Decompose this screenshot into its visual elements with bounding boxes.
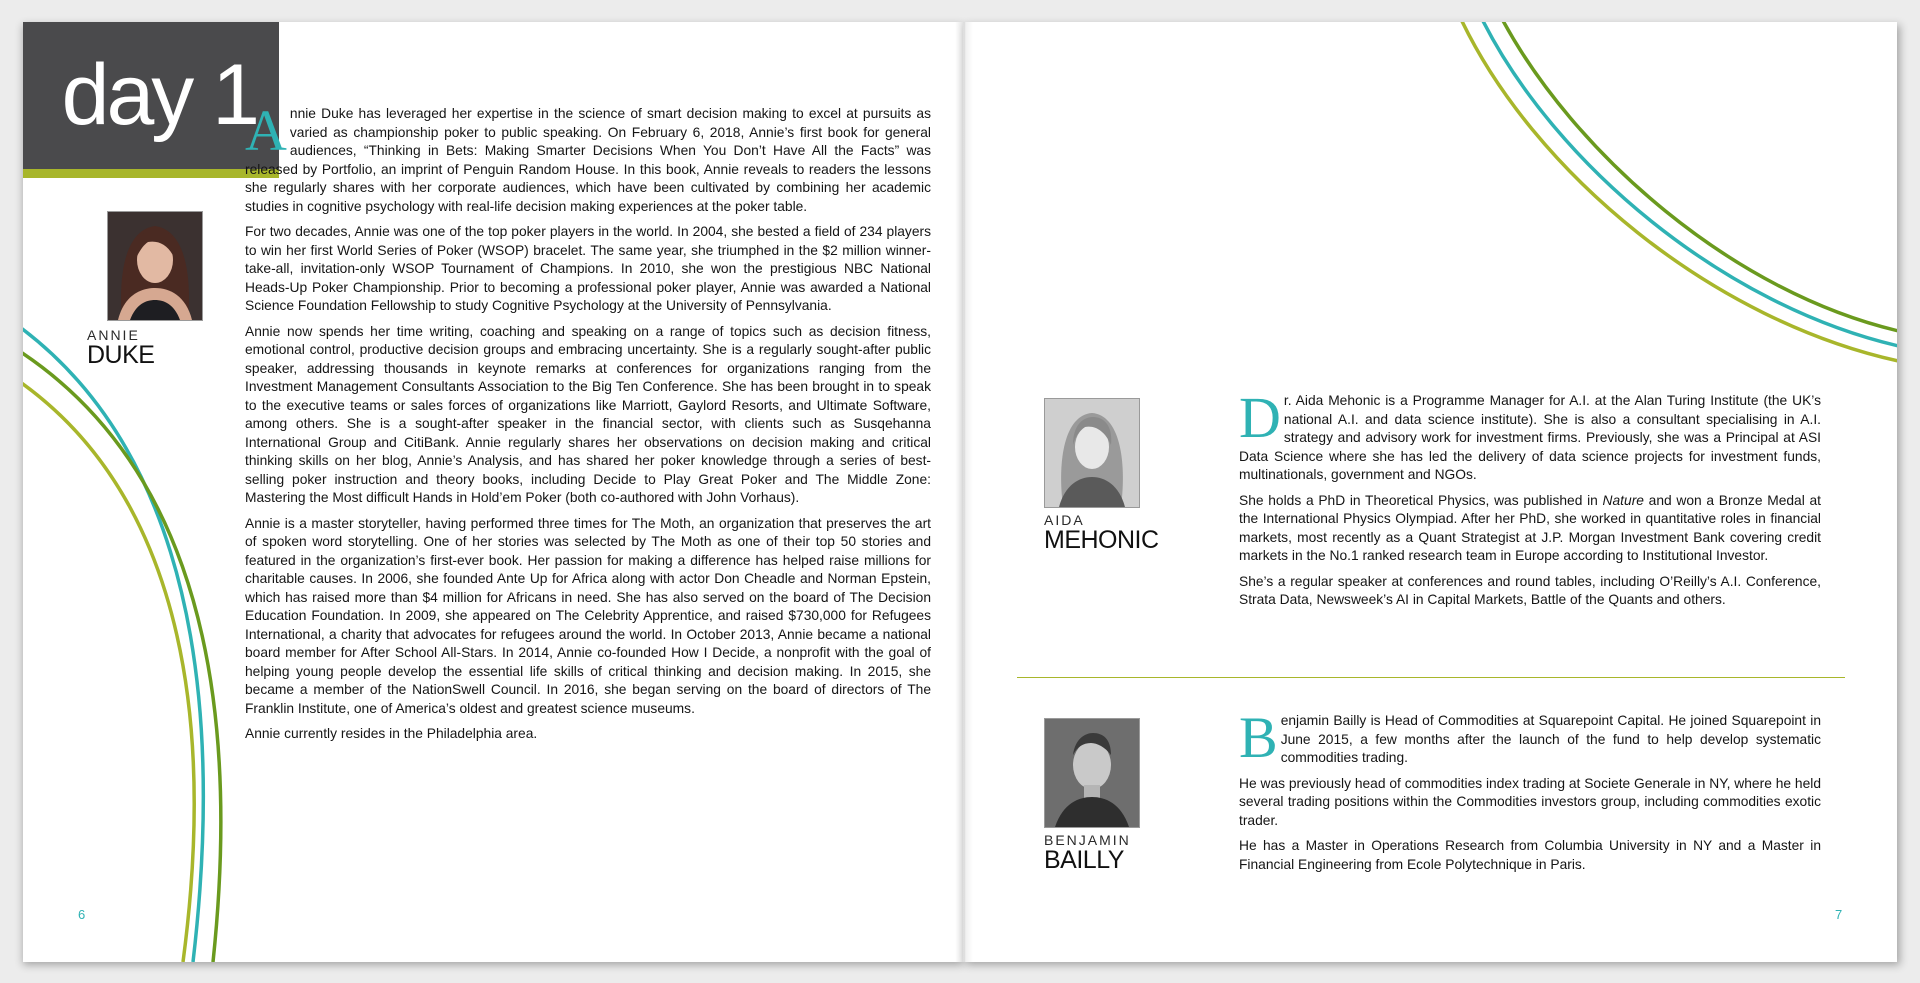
section-divider — [1017, 677, 1845, 678]
bio-paragraph: He was previously head of commodities index trading at Societe Generale in NY, where he held several trading positions within the Commodities investors group, including commodities exotic trader. — [1239, 775, 1821, 828]
speaker-last-name: DUKE — [87, 341, 155, 369]
drop-cap: A — [245, 98, 287, 163]
bio-paragraph: Benjamin Bailly is Head of Commodities at Squarepoint Capital. He joined Squarepoint in June 2015, a few months after the launch of the fund to help develop systematic commodities trading. — [1239, 705, 1821, 770]
speaker-first-name: AIDA — [1044, 512, 1085, 528]
aida-mehonic-bio — [1239, 385, 1821, 617]
speaker-last-name: BAILLY — [1044, 846, 1124, 874]
bio-paragraph: Annie Duke has leveraged her expertise in the science of smart decision making to excel at pursuits as varied as championship poker to public speaking. On February 6, 2018, Annie’s first book for general audiences, “Thinking in Bets: Making Smarter Decisions When You Don’t Have All the Facts” was released by Portfolio, an imprint of Penguin Random House. In this book, Annie reveals to readers the lessons she regularly shares with her corporate audiences, which have been cultivated by combining her academic studies in cognitive psychology with real-life decision making experiences at the poker table. — [245, 98, 931, 214]
bio-paragraph: For two decades, Annie was one of the top poker players in the world. In 2004, she bested a field of 234 players to win her first World Series of Poker (WSOP) bracelet. The same year, she triumphed in the $2 million winner-take-all, invitation-only WSOP Tournament of Champions. In 2010, she won the prestigious NBC National Heads-Up Poker Championship. Prior to becoming a professional poker player, Annie was awarded a National Science Foundation Fellowship to study Cognitive Psychology at the University of Pennsylvania. — [245, 224, 931, 313]
speaker-first-name: ANNIE — [87, 327, 140, 343]
speaker-first-name: BENJAMIN — [1044, 832, 1131, 848]
aida-mehonic-photo — [1044, 398, 1140, 508]
bio-paragraph: Annie is a master storyteller, having performed three times for The Moth, an organization that preserves the art of spoken word storytelling. One of her stories was selected by The Moth as one of their top 50 stories and featured in the organization’s first-ever book. Her passion for making a difference has helped raise millions for charitable causes. In 2006, she founded Ante Up for Africa along with actor Don Cheadle and Norman Epstein, which has raised more than $4 million for Africans in need. She has also served on the board of The Decision Education Foundation. In 2009, she appeared on The Celebrity Apprentice, and raised $730,000 for Refugees International, a charity that advocates for refugees around the world. In October 2013, Annie became a national board member for After School All-Stars. In 2014, Annie co-founded How I Decide, a nonprofit with the goal of helping young people develop the essential life skills of critical thinking and decision making. In 2015, she became a member of the NationSwell Council. In 2016, she began serving on the board of directors of The Franklin Institute, one of America’s oldest and greatest science museums. — [245, 515, 931, 716]
bio-paragraph: She holds a PhD in Theoretical Physics, was published in Nature and won a Bronze Medal at the International Physics Olympiad. After her PhD, she worked in quantitative roles in financial markets, most recently as a Quant Strategist at J.P. Morgan Investment Bank covering credit markets in the No.1 ranked research team in Europe according to Institutional Investor. — [1239, 492, 1821, 563]
annie-duke-bio — [245, 98, 931, 751]
benjamin-bailly-bio — [1239, 705, 1821, 881]
bio-paragraph: He has a Master in Operations Research from Columbia University in NY and a Master in Financial Engineering from Ecole Polytechnique in Paris. — [1239, 838, 1821, 872]
bio-paragraph: She’s a regular speaker at conferences and round tables, including O’Reilly’s A.I. Conference, Strata Data, Newsweek’s AI in Capital Markets, Battle of the Quants and others. — [1239, 573, 1821, 607]
bio-paragraph: Annie currently resides in the Philadelphia area. — [245, 726, 538, 741]
day-accent-bar — [23, 169, 279, 178]
benjamin-bailly-photo — [1044, 718, 1140, 828]
day-label: day 1 — [61, 47, 257, 143]
speaker-last-name: MEHONIC — [1044, 526, 1159, 554]
right-page — [963, 22, 1897, 962]
drop-cap: D — [1239, 385, 1281, 450]
page-number-left: 6 — [78, 907, 86, 922]
left-page — [23, 22, 963, 962]
bio-paragraph: Dr. Aida Mehonic is a Programme Manager for A.I. at the Alan Turing Institute (the UK’s national A.I. and data science institute). She is also a consultant specialising in A.I. strategy and advisory work for investment firms. Previously, she was a Principal at ASI Data Science where she has led the delivery of data science projects for investment funds, multinationals, government and NGOs. — [1239, 385, 1821, 482]
journal-name: Nature — [1602, 492, 1644, 508]
day-header — [23, 22, 279, 169]
annie-duke-photo — [107, 211, 203, 321]
page-number-right: 7 — [1835, 907, 1843, 922]
drop-cap: B — [1239, 705, 1278, 770]
bio-paragraph: Annie now spends her time writing, coaching and speaking on a range of topics such as decision fitness, emotional control, productive decision groups and embracing uncertainty. She is a regularly sought-after public speaker, addressing thousands in keynote remarks at conferences for organizations ranging from the Investment Management Consultants Association to the Big Ten Conference. She has been brought in to speak to the executive teams or sales forces of organizations like Marriott, Gaylord Resorts, and Ultimate Software, among others. She is a sought-after speaker in the financial sector, with clients such as Susqehanna International Group and CitiBank. Annie regularly shares her observations on decision making and critical thinking skills on her blog, Annie’s Analysis, and has shared her poker knowledge through a series of best-selling poker instruction and theory books, including Decide to Play Great Poker and The Middle Zone: Mastering the Most difficult Hands in Hold’em Poker (both co-authored with John Vorhaus). — [245, 323, 931, 505]
